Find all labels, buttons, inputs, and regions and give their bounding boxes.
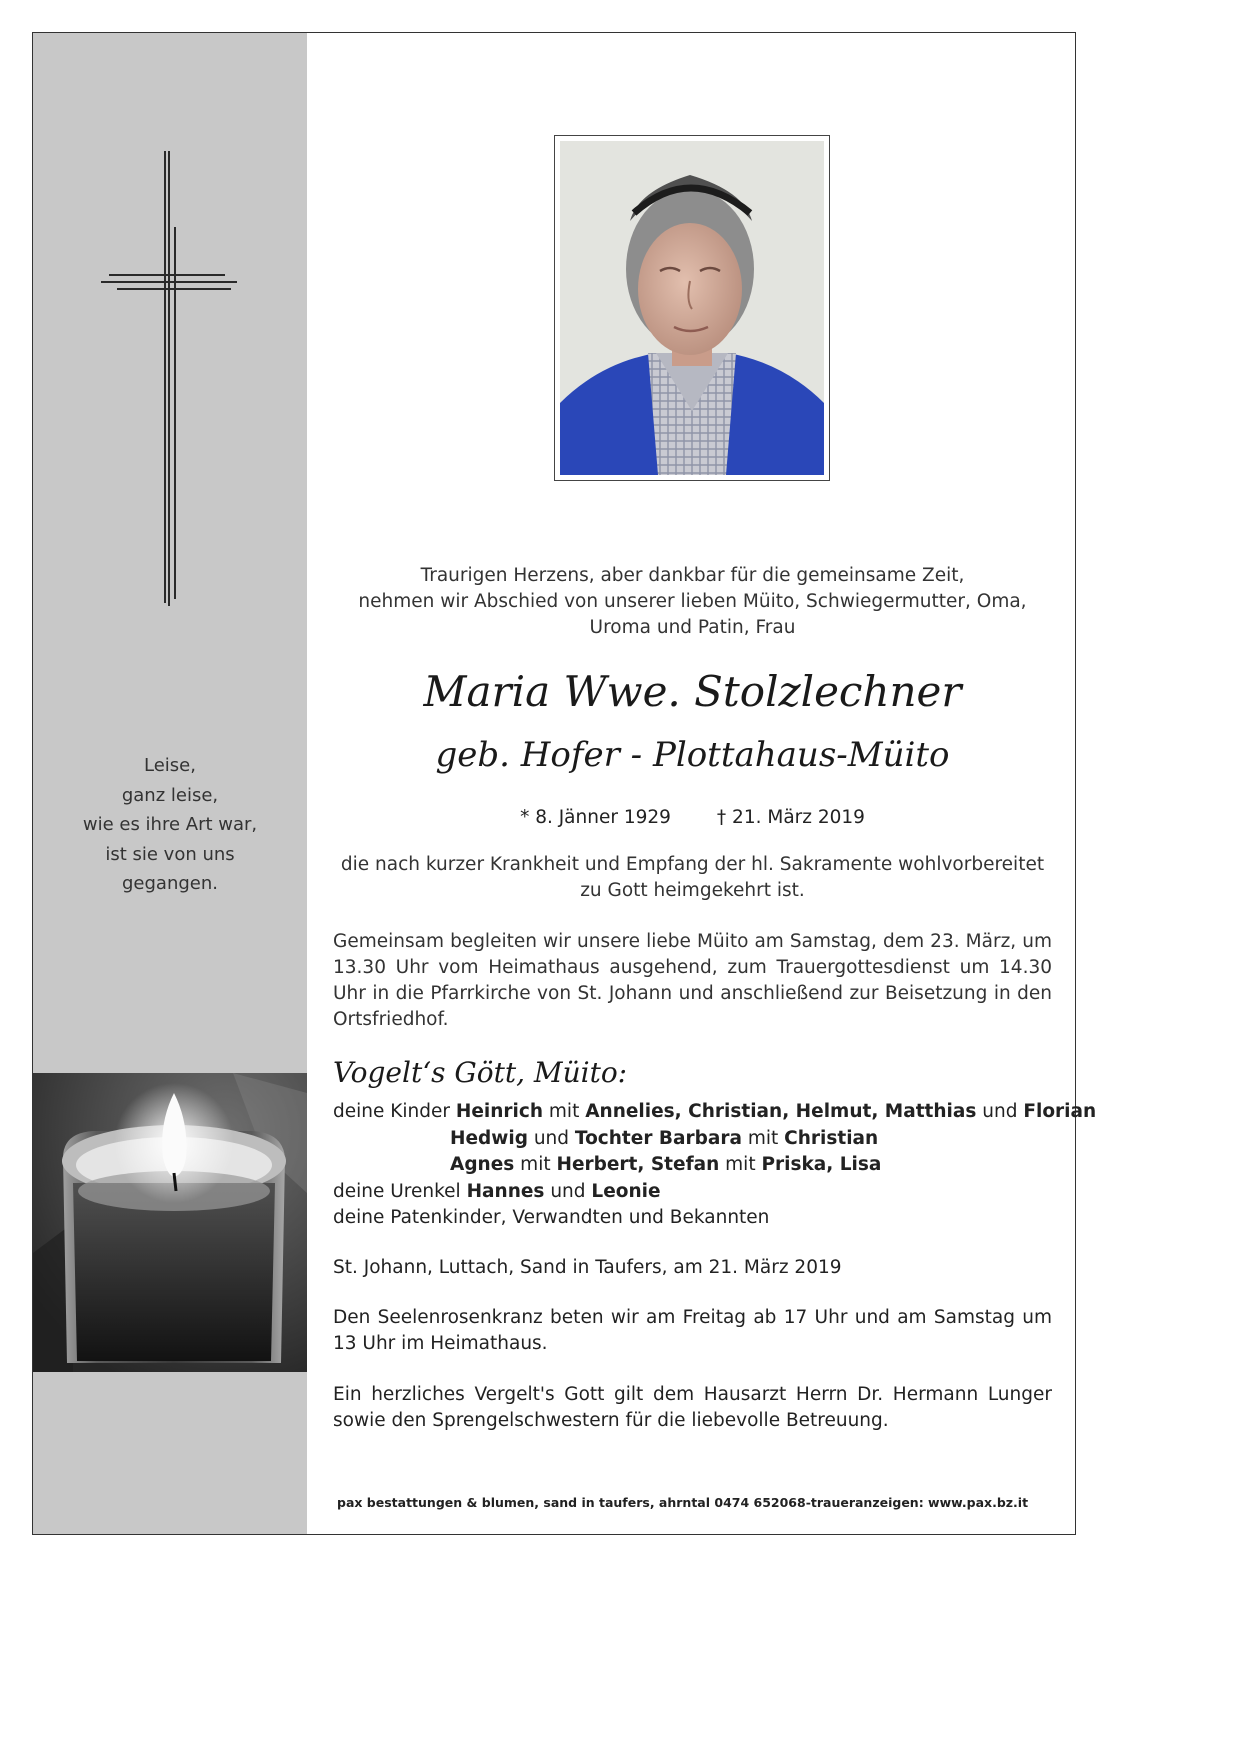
mourner-name: Heinrich	[455, 1101, 544, 1122]
funeral-text: Gemeinsam begleiten wir unsere liebe Müito am Samstag, dem 23. März, um 13.30 Uhr vom Heimathaus ausgehend, zum Trauergottesdienst um 14.30 Uhr in die Pfarrkirche von St. Johann und anschließend zur Beisetzung in den Ortsfriedhof.	[333, 931, 1052, 1030]
poem-line: gegangen.	[122, 873, 218, 894]
portrait-photo	[560, 141, 824, 475]
mourner-name: Agnes	[450, 1154, 515, 1175]
sidebar	[33, 33, 307, 1534]
poem-line: Leise,	[144, 755, 196, 776]
mourners-line	[333, 1152, 1052, 1179]
mourners-text: deine Kinder	[333, 1101, 456, 1122]
intro-line: Uroma und Patin, Frau	[589, 617, 796, 638]
portrait-photo-frame	[554, 135, 830, 481]
mourners-line: deine Patenkinder, Verwandten und Bekannten	[333, 1207, 770, 1228]
mourner-name: Florian	[1023, 1101, 1097, 1122]
poem-line: wie es ihre Art war,	[82, 814, 258, 835]
intro-line: Traurigen Herzens, aber dankbar für die gemeinsame Zeit,	[420, 565, 965, 586]
sidebar-poem	[33, 751, 307, 899]
mourner-name: Hedwig	[450, 1127, 528, 1149]
footer-credit: pax bestattungen & blumen, sand in taufers, ahrntal 0474 652068-traueranzeigen: www.pax.bz.it	[337, 1495, 1029, 1510]
passing-line: zu Gott heimgekehrt ist.	[580, 880, 805, 901]
passing-text	[333, 852, 1052, 904]
candle-image	[33, 1073, 307, 1372]
rosary-text: Den Seelenrosenkranz beten wir am Freitag ab 17 Uhr und am Samstag um 13 Uhr im Heimathaus.	[333, 1307, 1052, 1354]
deceased-birth-name: geb. Hofer - Plottahaus-Müito	[435, 735, 950, 775]
thanks-heading: Vogelt‘s Gött, Müito:	[333, 1056, 628, 1089]
poem-line: ist sie von uns	[105, 843, 235, 865]
mourner-name: Annelies, Christian, Helmut, Matthias	[585, 1101, 977, 1122]
mourners-list	[333, 1099, 1097, 1232]
thanks-text: Ein herzliches Vergelt's Gott gilt dem Hausarzt Herrn Dr. Hermann Lunger sowie den Sprengelschwestern für die liebevolle Betreuung.	[333, 1384, 1052, 1431]
intro-text	[333, 563, 1052, 641]
mourner-name: Priska, Lisa	[761, 1154, 882, 1175]
mourners-text: und	[976, 1101, 1024, 1122]
intro-line: nehmen wir Abschied von unserer lieben Müito, Schwiegermutter, Oma,	[358, 591, 1027, 612]
mourners-text: und	[544, 1180, 592, 1202]
place-date: St. Johann, Luttach, Sand in Taufers, am 21. März 2019	[333, 1257, 842, 1278]
mourner-name: Herbert, Stefan	[556, 1154, 720, 1175]
mourner-name: Christian	[784, 1127, 879, 1149]
mourners-text: deine Urenkel	[333, 1180, 467, 1202]
mourners-text: mit	[543, 1101, 586, 1122]
mourners-line	[333, 1099, 1097, 1126]
poem-line: ganz leise,	[121, 784, 219, 806]
cross-icon	[101, 151, 237, 606]
life-dates	[333, 805, 1052, 831]
mourners-line	[333, 1126, 1052, 1153]
mourner-name: Hannes	[466, 1180, 545, 1202]
mourners-text: mit	[741, 1127, 785, 1149]
mourner-name: Tochter Barbara	[574, 1127, 742, 1149]
mourners-line	[333, 1179, 1052, 1206]
mourner-name: Leonie	[591, 1180, 661, 1202]
passing-line: die nach kurzer Krankheit und Empfang der hl. Sakramente wohlvorbereitet	[340, 854, 1045, 875]
deceased-name: Maria Wwe. Stolzlechner	[423, 667, 962, 716]
death-date: † 21. März 2019	[716, 807, 865, 828]
mourners-text: mit	[514, 1154, 557, 1175]
obituary-card	[32, 32, 1097, 1535]
mourners-text: mit	[719, 1154, 762, 1175]
birth-date: * 8. Jänner 1929	[520, 807, 671, 828]
mourners-text: und	[527, 1127, 575, 1149]
